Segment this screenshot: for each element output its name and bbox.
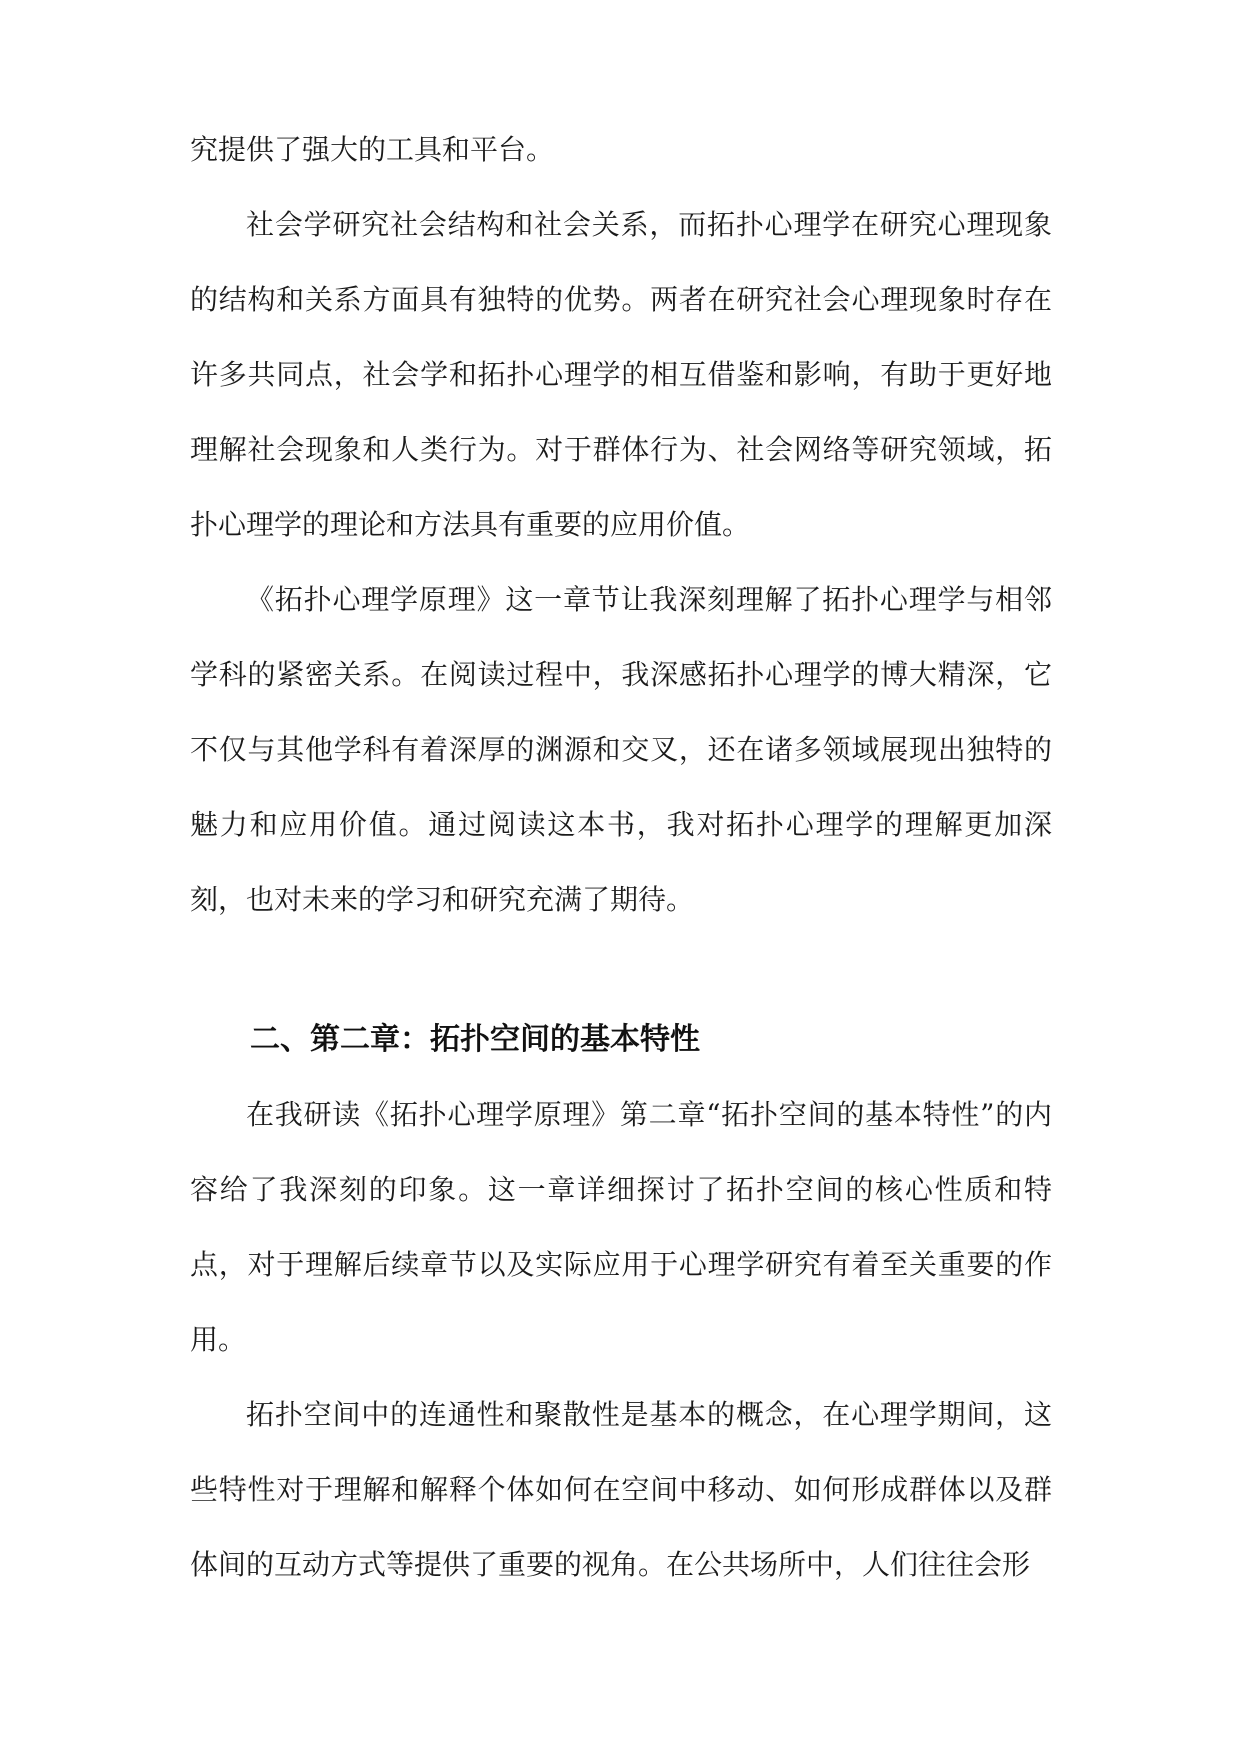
paragraph-connectivity: 拓扑空间中的连通性和聚散性是基本的概念，在心理学期间，这些特性对于理解和解释个体如何在空间中移动、如何形成群体以及群体间的互动方式等提供了重要的视角。在公共场所中，人们往往会形 <box>190 1398 1052 1581</box>
paragraph-chapter-two-intro: 在我研读《拓扑心理学原理》第二章“拓扑空间的基本特性”的内容给了我深刻的印象。这一章详细探讨了拓扑空间的核心性质和特点，对于理解后续章节以及实际应用于心理学研究有着至关重要的作用。 <box>190 1098 1052 1356</box>
section-one-body <box>190 112 1052 937</box>
section-heading-chapter-two: 二、第二章：拓扑空间的基本特性 <box>250 1022 700 1057</box>
paragraph-sociology: 社会学研究社会结构和社会关系，而拓扑心理学在研究心理现象的结构和关系方面具有独特的优势。两者在研究社会心理现象时存在许多共同点，社会学和拓扑心理学的相互借鉴和影响，有助于更好地理解社会现象和人类行为。对于群体行为、社会网络等研究领域，拓扑心理学的理论和方法具有重要的应用价值。 <box>190 208 1052 541</box>
section-two-body <box>190 1077 1052 1602</box>
paragraph-continuation: 究提供了强大的工具和平台。 <box>190 133 555 166</box>
paragraph-chapter-reflection: 《拓扑心理学原理》这一章节让我深刻理解了拓扑心理学与相邻学科的紧密关系。在阅读过程中，我深感拓扑心理学的博大精深，它不仅与其他学科有着深厚的渊源和交叉，还在诸多领域展现出独特的魅力和应用价值。通过阅读这本书，我对拓扑心理学的理解更加深刻，也对未来的学习和研究充满了期待。 <box>190 583 1052 916</box>
